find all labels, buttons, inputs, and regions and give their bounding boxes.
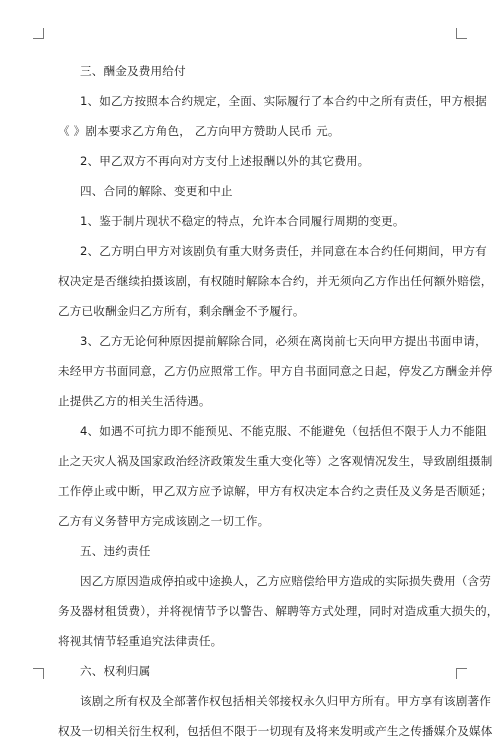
crop-mark-top-left [33,28,44,39]
paragraph-line: 4、如遇不可抗力即不能预见、不能克服、不能避免（包括但不限于人力不能阻 [80,424,487,438]
crop-mark-top-right [456,28,467,39]
paragraph-line: 止之天灾人祸及国家政治经济政策发生重大变化等）之客观情况发生，导致剧组摄制 [58,454,493,468]
paragraph-line: 未经甲方书面同意，乙方仍应照常工作。甲方自书面同意之日起，停发乙方酬金并停 [58,364,493,378]
paragraph-line: 权决定是否继续拍摄该剧，有权随时解除本合约，并无须向乙方作出任何额外赔偿， [58,274,493,288]
section-heading-5: 五、违约责任 [80,544,151,558]
paragraph-line: 3、乙方无论何种原因提前解除合同，必须在离岗前七天向甲方提出书面申请， [80,334,487,348]
paragraph-line: 务及器材租赁费），并将视情节予以警告、解聘等方式处理，同时对造成重大损失的， [58,604,499,618]
paragraph-line: 该剧之所有权及全部著作权包括相关邻接权永久归甲方所有。甲方享有该剧著作 [80,694,492,708]
paragraph-line: 2、甲乙双方不再向对方支付上述报酬以外的其它费用。 [80,154,370,168]
paragraph-line: 因乙方原因造成停拍或中途换人，乙方应赔偿给甲方造成的实际损失费用（含劳 [80,574,492,588]
section-heading-3: 三、酬金及费用给付 [80,64,186,78]
crop-mark-bottom-left [33,668,44,679]
paragraph-line: 乙方有义务替甲方完成该剧之一切工作。 [58,514,270,528]
paragraph-line: 2、乙方明白甲方对该剧负有重大财务责任，并同意在本合约任何期间，甲方有 [80,244,487,258]
paragraph-line: 1、鉴于制片现状不稳定的特点，允许本合同履行周期的变更。 [80,214,405,228]
paragraph-line: 乙方已收酬金归乙方所有，剩余酬金不予履行。 [58,304,305,318]
paragraph-line: 1、如乙方按照本合约规定，全面、实际履行了本合约中之所有责任，甲方根据 [80,94,487,108]
paragraph-line: 工作停止或中断，甲乙双方应予谅解，甲方有权决定本合约之责任及义务是否顺延； [58,484,493,498]
paragraph-line: 权及一切相关衍生权利，包括但不限于一切现有及将来发明或产生之传播媒介及媒体 [58,724,493,738]
section-heading-6: 六、权利归属 [80,664,151,678]
crop-mark-bottom-right [456,668,467,679]
paragraph-line: 将视其情节轻重追究法律责任。 [58,634,223,648]
section-heading-4: 四、合同的解除、变更和中止 [80,184,233,198]
paragraph-line: 止提供乙方的相关生活待遇。 [58,394,211,408]
paragraph-line: 《 》剧本要求乙方角色， 乙方向甲方赞助人民币 元。 [58,124,340,138]
